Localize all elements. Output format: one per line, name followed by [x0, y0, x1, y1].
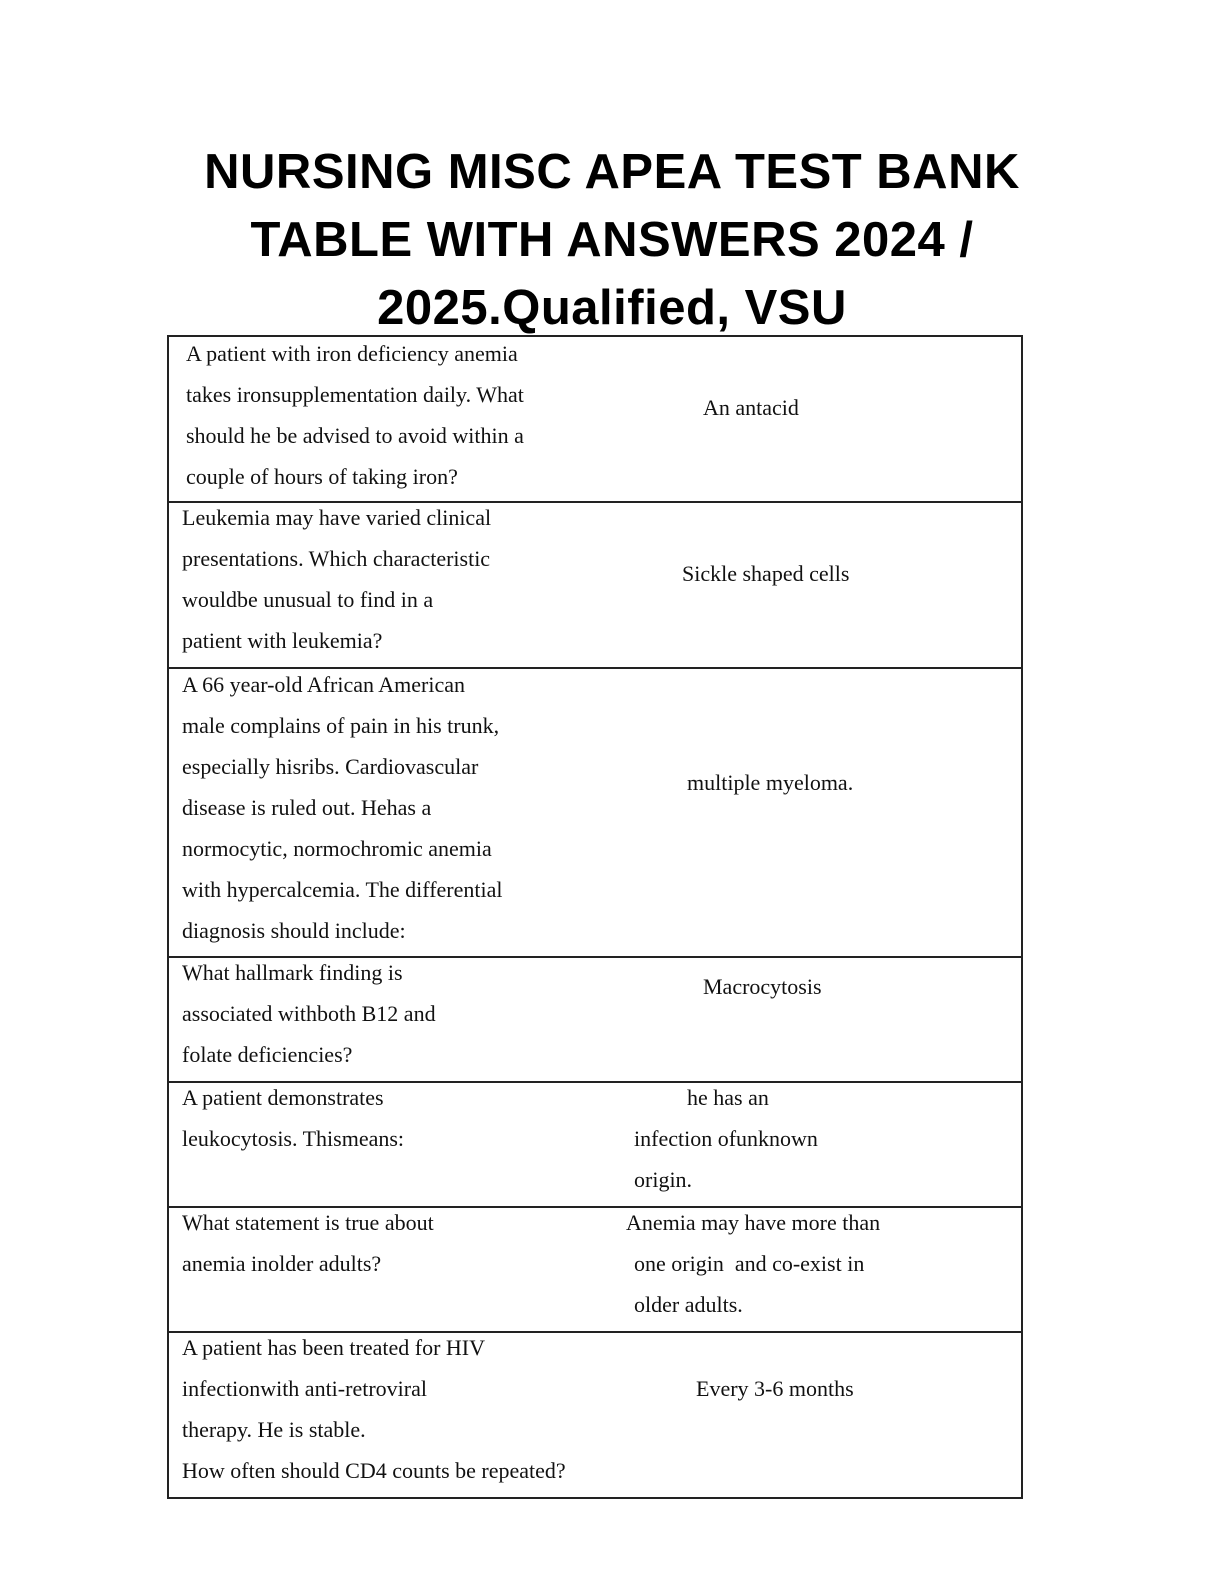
question-cell — [182, 952, 436, 1075]
question-line: What hallmark finding is — [182, 960, 403, 985]
question-cell — [186, 333, 524, 497]
title-line: NURSING MISC APEA TEST BANK — [204, 145, 1020, 199]
question-line: leukocytosis. Thismeans: — [182, 1126, 405, 1151]
question-line: infectionwith anti-retroviral — [182, 1376, 427, 1401]
question-line: A patient has been treated for HIV — [182, 1335, 485, 1360]
answer-line: Anemia may have more than — [626, 1210, 881, 1235]
question-line: folate deficiencies? — [182, 1042, 353, 1067]
question-line: A patient with iron deficiency anemia — [186, 341, 518, 366]
question-cell — [182, 1202, 434, 1284]
question-line: diagnosis should include: — [182, 918, 406, 943]
table-row — [169, 958, 1021, 1083]
question-line: disease is ruled out. Hehas a — [182, 795, 432, 820]
answer-line: one origin and co-exist in — [634, 1251, 865, 1276]
question-line: male complains of pain in his trunk, — [182, 713, 500, 738]
table-row — [169, 1208, 1021, 1333]
answer-cell — [634, 1077, 818, 1200]
table-row — [169, 669, 1021, 958]
question-line: presentations. Which characteristic — [182, 546, 491, 571]
table-row — [169, 337, 1021, 503]
answer-cell — [626, 1202, 880, 1325]
question-cell — [182, 664, 503, 951]
question-cell — [182, 1327, 566, 1491]
question-line: associated withboth B12 and — [182, 1001, 436, 1026]
answer-cell — [682, 553, 849, 594]
answer-line: origin. — [634, 1167, 693, 1192]
table-row — [169, 503, 1021, 669]
question-line: A 66 year-old African American — [182, 672, 466, 697]
answer-line: older adults. — [634, 1292, 743, 1317]
question-line: patient with leukemia? — [182, 628, 383, 653]
answer-cell — [696, 1368, 854, 1409]
title-line: 2025.Qualified, VSU — [377, 281, 847, 335]
question-line: wouldbe unusual to find in a — [182, 587, 434, 612]
answer-line: infection ofunknown — [634, 1126, 818, 1151]
question-cell — [182, 497, 491, 661]
answer-line: he has an — [687, 1085, 769, 1110]
question-line: couple of hours of taking iron? — [186, 464, 458, 489]
table-row — [169, 1083, 1021, 1208]
question-cell — [182, 1077, 404, 1159]
table-row — [169, 1333, 1021, 1499]
answer-line: multiple myeloma. — [687, 770, 854, 795]
question-line: takes ironsupplementation daily. What — [186, 382, 524, 407]
answer-cell — [703, 387, 799, 428]
answer-line: Macrocytosis — [703, 974, 822, 999]
question-line: How often should CD4 counts be repeated? — [182, 1458, 566, 1483]
question-line: therapy. He is stable. — [182, 1417, 366, 1442]
question-line: normocytic, normochromic anemia — [182, 836, 492, 861]
qa-table — [167, 335, 1023, 1499]
question-line: anemia inolder adults? — [182, 1251, 382, 1276]
question-line: especially hisribs. Cardiovascular — [182, 754, 479, 779]
question-line: What statement is true about — [182, 1210, 434, 1235]
document-title — [0, 138, 1224, 342]
question-line: should he be advised to avoid within a — [186, 423, 524, 448]
question-line: with hypercalcemia. The differential — [182, 877, 503, 902]
answer-line: Every 3-6 months — [696, 1376, 854, 1401]
title-line: TABLE WITH ANSWERS 2024 / — [250, 213, 974, 267]
answer-line: An antacid — [703, 395, 799, 420]
answer-line: Sickle shaped cells — [682, 561, 850, 586]
question-line: Leukemia may have varied clinical — [182, 505, 492, 530]
question-line: A patient demonstrates — [182, 1085, 384, 1110]
answer-cell — [703, 966, 822, 1007]
answer-cell — [687, 762, 853, 803]
